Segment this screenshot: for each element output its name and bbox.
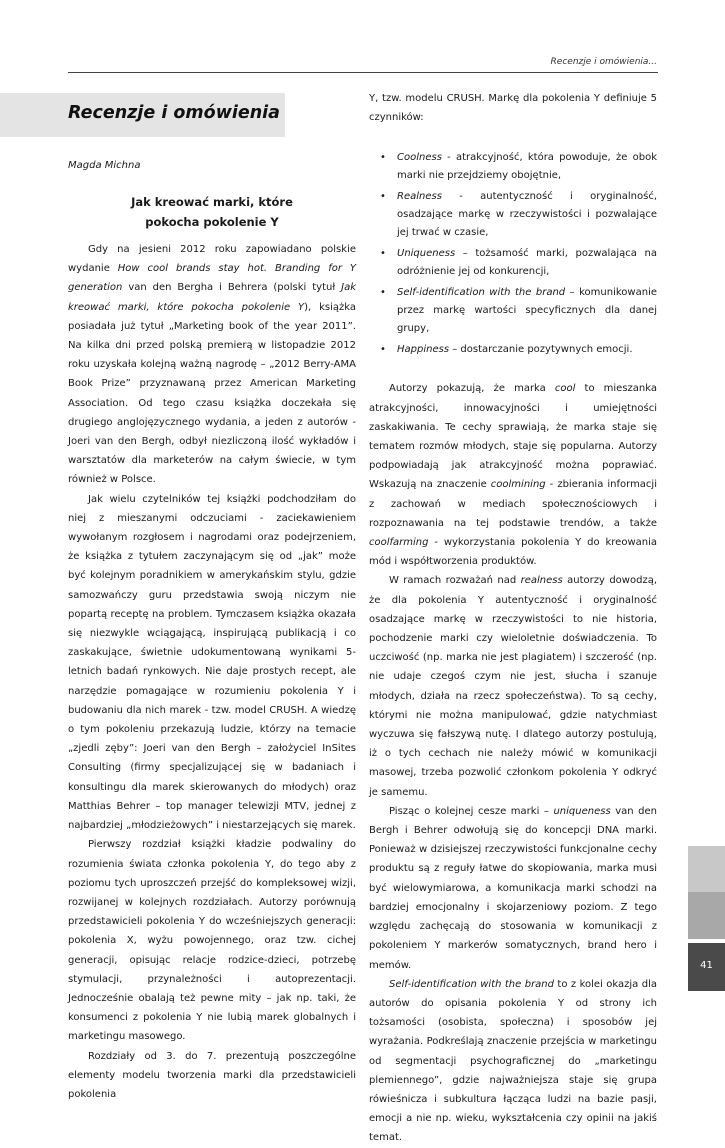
thumb-tab-light [688, 846, 725, 892]
article-title [68, 192, 356, 232]
running-head: Recenzje i omówienia... [550, 57, 657, 67]
left-column [68, 240, 356, 1104]
right-column [369, 89, 657, 1148]
article-title-line-2: pokocha pokolenie Y [145, 215, 279, 229]
thumb-tab-mid [688, 892, 725, 939]
paragraph-5: Autorzy pokazują, że marka cool to mieszanka atrakcyjności, innowacyjności i umiejętności zaskakiwania. Te cechy sprawiają, że marka staje się tematem rozmów młodych, staje się popularna. Autorzy podpowiadają jak atrakcyjność można poprawiać. Wskazują na znaczenie coolmining - zbierania informacji z zachowań w mediach społecznościowych i rozpoznawania na tej podstawie trendów, a także coolfarming - wykorzystania pokolenia Y do kreowania mód i współtworzenia produktów. [369, 383, 657, 568]
list-item: • Uniqueness – tożsamość marki, pozwalająca na odróżnienie jej od konkurencji, [369, 245, 657, 281]
paragraph-6: W ramach rozważań nad realness autorzy dowodzą, że dla pokolenia Y autentyczność i oryginalność osadzające markę w rzeczywistości to nie historia, pochodzenie marki czy wieloletnie doświadczenia. To uczciwość (np. marka nie jest plagiatem) i szczerość (np. nie udaje czegoś czym nie jest, słucha i szanuje młodych, działa na rzecz społeczeństwa). To są cechy, którymi nie można manipulować, gdzie natychmiast wyczuwa się fałszywą nutę. I dlatego autorzy postulują, iż o tych cechach nie należy mówić w komunikacji masowej, trzeba pozwolić członkom pokolenia Y odkryć je samemu. [369, 575, 657, 798]
page-number: 41 [700, 960, 713, 971]
list-item: • Realness - autentyczność i oryginalność, osadzające markę w rzeczywistości i pozwalające jej trwać w czasie, [369, 188, 657, 242]
paragraph-7: Pisząc o kolejnej cesze marki – uniqueness van den Bergh i Behrer odwołują się do koncepcji DNA marki. Ponieważ w dzisiejszej rzeczywistości funkcjonalne cechy produktu są z reguły łatwe do skopiowania, marka musi być wielowymiarowa, a komunikacja marki schodzi na bardziej emocjonalny i skojarzeniowy poziom. Z tego względu zachęcają do stosowania w komunikacji z pokoleniem Y markerów somatycznych, brand hero i memów. [369, 805, 657, 971]
paragraph-8: Self-identification with the brand to z kolei okazja dla autorów do opisania pokolenia Y od strony ich tożsamości (osobista, społeczna) i sposobów jej wyrażania. Podkreślają znaczenie przejścia w marketingu od segmentacji psychograficznej do „marketingu plemiennego”, gdzie najważniejsza staje się grupa rówieśnicza i subkultura łącząca ludzi na bazie pasji, emocji a nie np. wieku, wykształcenia czy opinii na jakiś temat. [369, 978, 657, 1144]
bullet-icon: • [380, 248, 386, 260]
paragraph-1: Gdy na jesieni 2012 roku zapowiadano polskie wydanie How cool brands stay hot. Branding for Y generation van den Bergha i Behrera (polski tytuł Jak kreować marki, które pokocha pokolenie Y), książka posiadała już tytuł „Marketing book of the year 2011”. Na kilka dni przed polską premierą w listopadzie 2012 roku uzyskała kolejną ważną nagrodę – „2012 Berry-AMA Book Prize” przyznawaną przez American Marketing Association. Od tego czasu książka doczekała się drugiego anglojęzycznego wydania, a jeden z autorów - Joeri van den Bergh, odbył niezliczoną ilość wykładów i warsztatów dla marketerów na całym świecie, w tym również w Polsce. [68, 244, 356, 486]
crush-factor-list [369, 149, 657, 359]
bullet-icon: • [380, 287, 386, 299]
crush-intro: Y, tzw. modelu CRUSH. Markę dla pokolenia Y definiuje 5 czynników: [369, 93, 657, 124]
bullet-icon: • [380, 344, 386, 356]
header-rule [68, 72, 658, 73]
article-title-line-1: Jak kreować marki, które [131, 195, 293, 209]
bullet-icon: • [380, 152, 386, 164]
paragraph-2: Jak wielu czytelników tej książki podchodziłam do niej z mieszanymi odczuciami - zaciekawieniem wywołanym rozgłosem i nagrodami oraz podejrzeniem, że książka z tytułem zaczynającym się od „jak” może być kolejnym poradnikiem w amerykańskim stylu, gdzie samozwańczy guru przedstawia swoją niczym nie popartą receptę na problem. Tymczasem książka okazała się niezwykle wciągającą, inspirującą publikacją i co zaskakujące, świetnie udokumentowaną wynikami 5-letnich badań rynkowych. Nie daje prostych recept, ale narzędzie pomagające w rozumieniu pokolenia Y i budowaniu dla nich marek - tzw. model CRUSH. A wiedzę o tym pokoleniu przekazują ludzie, którzy na temacie „zjedli zęby”: Joeri van den Bergh – założyciel InSites Consulting (firmy specjalizującej się w badaniach i konsultingu dla marek skierowanych do młodych) oraz Matthias Behrer – top manager telewizji MTV, jednej z najbardziej „młodzieżowych” i niestarzejących się marek. [68, 493, 356, 832]
paragraph-4: Rozdziały od 3. do 7. prezentują poszczególne elementy modelu tworzenia marki dla przedstawicieli pokolenia [68, 1050, 356, 1100]
list-item: • Happiness – dostarczanie pozytywnych emocji. [369, 341, 657, 359]
section-title: Recenzje i omówienia [68, 103, 280, 123]
article-author: Magda Michna [68, 160, 141, 171]
list-item: • Self-identification with the brand – komunikowanie przez markę wartości specyficznych dla danej grupy, [369, 284, 657, 338]
paragraph-3: Pierwszy rozdział książki kładzie podwaliny do rozumienia świata członka pokolenia Y, do tego aby z poziomu tych uproszczeń przejść do kompleksowej wizji, rozwijanej w kolejnych rozdziałach. Autorzy porównują przedstawicieli pokolenia Y do wcześniejszych generacji: pokolenia X, wyżu powojennego, oraz tzw. cichej generacji, opisując relacje rodzice-dzieci, potrzebę stymulacji, przynależności i autoprezentacji. Jednocześnie obalają też pewne mity – jak np. taki, że konsumenci z pokolenia Y nie lubią marek globalnych i marketingu masowego. [68, 839, 356, 1043]
list-item: • Coolness - atrakcyjność, która powoduje, że obok marki nie przejdziemy obojętnie, [369, 149, 657, 185]
bullet-icon: • [380, 191, 386, 203]
